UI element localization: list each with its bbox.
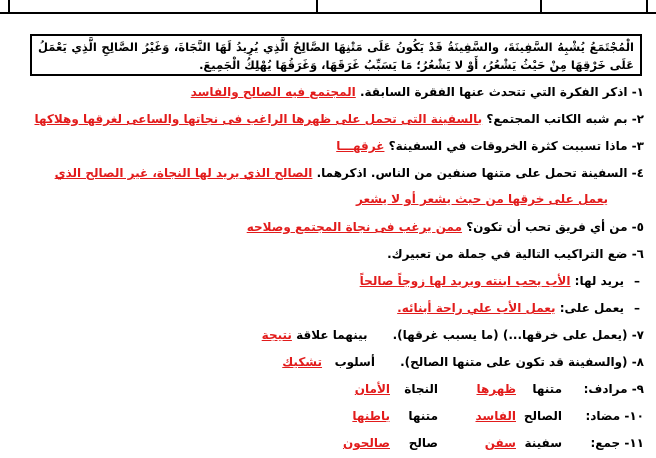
item-2-prompt: يعمل على:	[559, 301, 624, 315]
answer-5: ممن يرغب فى نجاة المجتمع وصلاحه	[246, 220, 463, 234]
question-7	[18, 323, 644, 350]
question-1-text: ١- اذكر الفكرة التي تتحدث عنها الفقرة السابقة.	[359, 85, 644, 99]
question-10	[18, 404, 644, 431]
question-6-text: ٦- ضع التراكيب التالية في جملة من تعبيرك.	[387, 247, 644, 261]
answer-8: تشكيك	[282, 355, 323, 369]
top-border-strip	[0, 0, 656, 14]
question-4	[18, 161, 644, 188]
answer-4-part-1: الصالح الذي يريد لها النجاة، غير الصالح الذي	[54, 166, 313, 180]
answer-3: غرقهـــا	[336, 139, 385, 153]
q10-word-2: متنها	[408, 409, 438, 423]
answer-1: المجتمع فيه الصالح والفاسد	[190, 85, 356, 99]
question-6-item-2	[18, 296, 644, 323]
q10-answer-1: الفاسد	[475, 409, 516, 423]
item-1-answer: الأب يحب ابنته ويريد لها زوجاً صالحاً	[359, 274, 571, 288]
bullet-dash: –	[634, 274, 640, 288]
item-2-answer: يعمل الأب علي راحة أبنائه.	[397, 301, 556, 315]
questions-section	[18, 80, 644, 458]
question-3	[18, 134, 644, 161]
question-8-style-label: أسلوب	[334, 355, 375, 369]
answer-2: بالسفينة التى تحمل على ظهرها الراغب فى نجاتها والساعى لغرقها وهلاكها	[34, 112, 483, 126]
q9-answer-2: الأمان	[354, 382, 390, 396]
question-3-text: ٣- ماذا تسببت كثرة الخروقات في السفينة؟	[388, 139, 644, 153]
question-5-text: ٥- من أي فريق تحب أن تكون؟	[466, 220, 644, 234]
question-6	[18, 242, 644, 269]
item-1-prompt: يريد لها:	[574, 274, 624, 288]
answer-7: نتيجة	[261, 328, 292, 342]
q11-answer-1: سفن	[484, 436, 516, 450]
question-11	[18, 431, 644, 458]
question-11-label: ١١- جمع:	[590, 436, 644, 450]
question-7-text: ٧- (يعمل على خرقها...) (ما يسبب غرقها).	[392, 328, 644, 342]
question-1	[18, 80, 644, 107]
question-9	[18, 377, 644, 404]
q9-word-2: النجاة	[404, 382, 438, 396]
question-8	[18, 350, 644, 377]
question-2-text: ٢- بم شبه الكاتب المجتمع؟	[486, 112, 644, 126]
bullet-dash: –	[634, 301, 640, 315]
q11-word-1: سفينة	[524, 436, 562, 450]
question-6-item-1	[18, 269, 644, 296]
question-8-text: ٨- (والسفينة قد تكون على متنها الصالح).	[400, 355, 644, 369]
q9-word-1: متنها	[532, 382, 562, 396]
question-10-label: ١٠- مضاد:	[585, 409, 644, 423]
reading-passage: الْمُجْتَمَعُ يُشْبِهُ السَّفِينَةَ، والسَّفِينَةُ قَدْ يَكُونُ عَلَى مَتْنِهَا الصَّالِحُ الَّذِي يُرِيدُ لَهَا النَّجَاةَ، وَغَيْرُ الصَّالِحِ الَّذِي يَعْمَلُ عَلَى خَرْقِهَا مِنْ حَيْثُ يَشْعُرُ، أَوْ لا يَشْعُرُ؛ مَا يَسَبِّبُ غَرَقَهَا، وَغَرَقُهَا يُهْلِكُ الْجَمِيعَ.	[30, 34, 642, 76]
question-4-text: ٤- السفينة تحمل على متنها صنفين من الناس. اذكرهما.	[316, 166, 644, 180]
q11-word-2: صالح	[408, 436, 438, 450]
q10-word-1: الصالح	[523, 409, 562, 423]
question-2	[18, 107, 644, 134]
question-4-continued	[18, 188, 644, 215]
question-9-label: ٩- مرادف:	[583, 382, 644, 396]
q11-answer-2: صالحون	[342, 436, 390, 450]
question-7-relation-label: بينهما علاقة	[296, 328, 368, 342]
q10-answer-2: باطنها	[352, 409, 390, 423]
q9-answer-1: ظهرها	[476, 382, 516, 396]
answer-4-part-2: يعمل على خرقها من حيث يشعر أو لا يشعر	[356, 192, 608, 206]
question-5	[18, 215, 644, 242]
